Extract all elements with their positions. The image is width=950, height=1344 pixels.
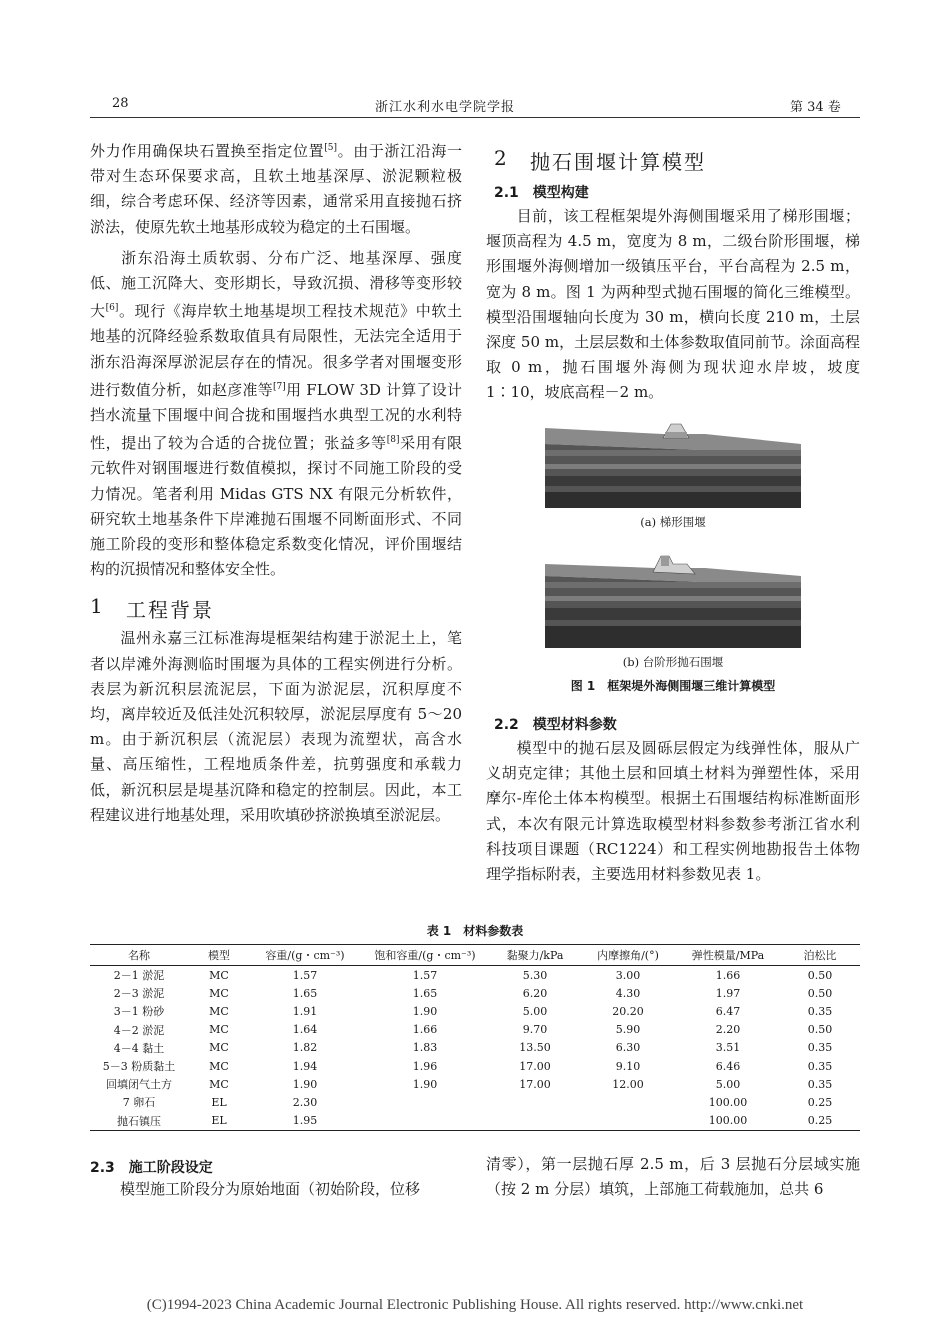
figure-1a-model bbox=[545, 420, 801, 510]
citation: [8] bbox=[386, 435, 400, 446]
table-cell: 17.00 bbox=[519, 1059, 551, 1073]
table-cell: 3.00 bbox=[615, 968, 641, 982]
text: 模型中的抛石层及圆砾层假定为线弹性体，服从广义胡克定律；其他土层和回填土材料为弹塑性体，采用摩尔-库伦土体本构模型。根据土石围堰结构标准断面形式，本次有限元计算选取模型材料参数参考浙江省水利科技项目课题（RC1224）和工程实例地勘报告土体物理学指标附表，主要选用材料参数见表 1。 bbox=[486, 739, 860, 884]
text: 。由于浙江沿海一带对生态环保要求高，且软土地基深厚、淤泥颗粒极细，综合考虑环保、经济等因素，通常采用直接抛石挤淤法，使原先软土地基形成较为稳定的土石围堰。 bbox=[90, 142, 462, 236]
table-cell: 5.00 bbox=[522, 1004, 548, 1018]
table-row bbox=[90, 1057, 860, 1075]
table-cell: 5.00 bbox=[715, 1077, 741, 1091]
table-cell bbox=[360, 1112, 490, 1131]
table-cell: MC bbox=[209, 1004, 229, 1018]
table-cell: 0.50 bbox=[807, 986, 833, 1000]
table-cell: 4－2 淤泥 bbox=[113, 1023, 165, 1037]
table-cell: 3.51 bbox=[715, 1041, 741, 1055]
soil-layer bbox=[545, 450, 801, 456]
table-cell: MC bbox=[209, 986, 229, 1000]
table-cell: 100.00 bbox=[676, 1112, 780, 1131]
column-header: 内摩擦角/(°) bbox=[580, 945, 676, 966]
table-cell: 1.94 bbox=[292, 1059, 318, 1073]
table-cell: 1.57 bbox=[412, 968, 438, 982]
citation: [7] bbox=[273, 381, 286, 392]
citation: [6] bbox=[105, 303, 119, 314]
table-cell: 1.91 bbox=[292, 1004, 318, 1018]
volume-label: 第 34 卷 bbox=[790, 100, 841, 115]
table-cell: MC bbox=[209, 1023, 229, 1037]
table-cell bbox=[490, 1093, 580, 1111]
table-cell: 1.65 bbox=[412, 986, 438, 1000]
table-row bbox=[90, 1112, 860, 1131]
left-column bbox=[90, 136, 462, 828]
soil-layer bbox=[545, 582, 801, 588]
table-cell: 20.20 bbox=[612, 1004, 644, 1018]
text: 清零），第一层抛石厚 2.5 m，后 3 层抛石分层域实施（按 2 m 分层）填筑，上部施工荷载施加，总共 6 bbox=[486, 1155, 860, 1199]
table-cell: 6.30 bbox=[615, 1041, 641, 1055]
column-header: 弹性模量/MPa bbox=[676, 945, 780, 966]
text: 外力作用确保块石置换至指定位置 bbox=[90, 142, 325, 160]
table-cell: 1.82 bbox=[292, 1041, 318, 1055]
table-cell: 6.20 bbox=[522, 986, 548, 1000]
table-cell: 0.25 bbox=[807, 1095, 833, 1109]
column-header: 名称 bbox=[90, 945, 188, 966]
paragraph-6-right bbox=[486, 1152, 860, 1202]
table-cell: 6.46 bbox=[715, 1059, 741, 1073]
paragraph-6-left bbox=[90, 1177, 462, 1202]
soil-layer bbox=[545, 476, 801, 486]
table-cell: MC bbox=[209, 1041, 229, 1055]
table-cell: 4－4 黏土 bbox=[113, 1041, 165, 1055]
table-cell: 5.30 bbox=[522, 968, 548, 982]
table-cell: 5.90 bbox=[615, 1023, 641, 1037]
table-cell: 7 卵石 bbox=[122, 1096, 156, 1110]
text: 目前，该工程框架堤外海侧围堰采用了梯形围堰；堰顶高程为 4.5 m，宽度为 8 m，二级台阶形围堰，梯形围堰外海侧增加一级镇压平台，平台高程为 2.5 m，宽为 8 m。图 1 为两种型式抛石围堰的简化三维模型。模型沿围堰轴向长度为 30 m，横向长度 210 m，土层深度 50 m，土层层数和土体参数取值同前节。涂面高程取 0 m，抛石围堰外海侧为现状迎水岸坡，坡度 1∶10，坡底高程－2 m。 bbox=[486, 207, 860, 402]
right-column bbox=[486, 146, 860, 406]
column-header: 黏聚力/kPa bbox=[490, 945, 580, 966]
paragraph-1 bbox=[90, 136, 462, 240]
cofferdam-crest bbox=[665, 432, 687, 438]
table-cell: 1.90 bbox=[412, 1004, 438, 1018]
cofferdam-crest bbox=[661, 556, 669, 566]
table-cell bbox=[580, 1093, 676, 1111]
table-cell bbox=[490, 1112, 580, 1131]
table-cell: 回填闭气土方 bbox=[106, 1078, 172, 1092]
table-cell: 1.90 bbox=[292, 1077, 318, 1091]
table-cell: 2.30 bbox=[292, 1095, 318, 1109]
table-cell: 9.10 bbox=[615, 1059, 641, 1073]
column-header: 容重/(g・cm⁻³) bbox=[250, 945, 360, 966]
soil-layer bbox=[545, 492, 801, 508]
column-header: 泊松比 bbox=[780, 945, 860, 966]
paragraph-3 bbox=[90, 626, 462, 828]
soil-layer bbox=[545, 596, 801, 601]
header-rule bbox=[90, 117, 860, 118]
table-cell: EL bbox=[188, 1112, 250, 1131]
table-cell: 3－1 粉砂 bbox=[113, 1005, 165, 1019]
citation: [5] bbox=[324, 143, 338, 153]
table-cell: 0.35 bbox=[807, 1059, 833, 1073]
table-cell: 6.47 bbox=[715, 1004, 741, 1018]
table-cell: 0.35 bbox=[807, 1041, 833, 1055]
table-cell: 抛石镇压 bbox=[90, 1112, 188, 1131]
text: 模型施工阶段分为原始地面（初始阶段，位移 bbox=[120, 1180, 421, 1198]
table-cell: 0.50 bbox=[807, 968, 833, 982]
table-cell: EL bbox=[211, 1095, 227, 1109]
table-cell: 1.66 bbox=[412, 1023, 438, 1037]
text: 。现行《海岸软土地基堤坝工程技术规范》中软土地基的沉降经验系数取值具有局限性，无法完全适用于浙东沿海深厚淤泥层存在的情况。很多学者对围堰变形进行数值分析，如赵彦准等 bbox=[90, 302, 462, 399]
table-cell: 100.00 bbox=[708, 1095, 748, 1109]
text: 采用有限元软件对钢围堰进行数值模拟，探讨不同施工阶段的受力情况。笔者利用 Midas GTS NX 有限元分析软件，研究软土地基条件下岸滩抛石围堰不同断面形式、不同施工阶段的变形和整体稳定系数变化情况，评价围堰结构的沉损情况和整体安全性。 bbox=[90, 434, 462, 579]
table-cell: 1.95 bbox=[250, 1112, 360, 1131]
figure-1b-model bbox=[545, 546, 801, 650]
text: 温州永嘉三江标准海堤框架结构建于淤泥土上，笔者以岸滩外海测临时围堰为具体的工程实例进行分析。表层为新沉积层流泥层，下面为淤泥层，沉积厚度不均，离岸较近及低洼处沉积较厚，淤泥层厚度有 5～20 m。由于新沉积层（流泥层）表现为流塑状，高含水量、高压缩性，工程地质条件差，抗剪强度和承载力低，新沉积层是堤基沉降和稳定的控制层。因此，本工程建议进行地基处理，采用吹填砂挤淤换填至淤泥层。 bbox=[90, 629, 462, 824]
subsection-2-2: 2.2 模型材料参数 bbox=[494, 717, 617, 733]
subsection-2-3: 2.3 施工阶段设定 bbox=[90, 1160, 213, 1176]
table-cell: 13.50 bbox=[519, 1041, 551, 1055]
table-row bbox=[90, 1039, 860, 1057]
table-row bbox=[90, 1021, 860, 1039]
subsection-2-1: 2.1 模型构建 bbox=[494, 185, 589, 201]
table-cell: 17.00 bbox=[519, 1077, 551, 1091]
table-1-caption: 表 1 材料参数表 bbox=[426, 924, 524, 938]
table-cell bbox=[360, 1093, 490, 1111]
section-title: 抛石围堰计算模型 bbox=[530, 150, 706, 174]
text: 用 FLOW 3D 计算了设计挡水流量下围堰中间合拢和围堰挡水典型工况的水利特性，提出了较为合适的合拢位置；张益多等 bbox=[90, 380, 462, 453]
table-row bbox=[90, 1093, 860, 1111]
section-1-heading bbox=[90, 592, 462, 622]
table-cell: 1.83 bbox=[412, 1041, 438, 1055]
table-cell: 0.35 bbox=[807, 1077, 833, 1091]
section-number: 2 bbox=[494, 146, 509, 170]
text: 浙东沿海土质软弱、分布广泛、地基深厚、强度低、施工沉降大、变形期长，导致沉损、滑移等变形较大 bbox=[90, 248, 462, 321]
table-row bbox=[90, 1002, 860, 1020]
table-cell: MC bbox=[209, 968, 229, 982]
section-2-heading bbox=[486, 146, 860, 176]
table-cell: 1.97 bbox=[715, 986, 741, 1000]
soil-layer bbox=[545, 608, 801, 620]
table-cell: 9.70 bbox=[522, 1023, 548, 1037]
table-cell: 12.00 bbox=[612, 1077, 644, 1091]
section-title: 工程背景 bbox=[126, 598, 214, 623]
table-cell: 1.65 bbox=[292, 986, 318, 1000]
paragraph-4 bbox=[486, 204, 860, 406]
table-row bbox=[90, 984, 860, 1002]
table-cell: 0.35 bbox=[807, 1004, 833, 1018]
page-number: 28 bbox=[112, 96, 129, 111]
paragraph-2 bbox=[90, 246, 462, 583]
table-cell: MC bbox=[209, 1077, 229, 1091]
stepped-cofferdam-body bbox=[653, 556, 695, 574]
figure-1b-caption: (b) 台阶形抛石围堰 bbox=[622, 655, 724, 669]
column-header: 模型 bbox=[188, 945, 250, 966]
soil-layer bbox=[545, 626, 801, 648]
table-row bbox=[90, 966, 860, 985]
table-cell bbox=[580, 1112, 676, 1131]
material-table bbox=[90, 944, 860, 1131]
copyright-footer: (C)1994-2023 China Academic Journal Electronic Publishing House. All rights reserved. http://www.cnki.net bbox=[146, 1297, 804, 1313]
journal-name: 浙江水利水电学院学报 bbox=[375, 100, 516, 115]
table-cell: 5－3 粉质黏土 bbox=[102, 1060, 176, 1074]
right-column-lower bbox=[486, 714, 860, 887]
table-cell: 0.25 bbox=[780, 1112, 860, 1131]
table-row bbox=[90, 1075, 860, 1093]
table-cell: 1.64 bbox=[292, 1023, 318, 1037]
table-cell: MC bbox=[209, 1059, 229, 1073]
column-header: 饱和容重/(g・cm⁻³) bbox=[360, 945, 490, 966]
table-cell: 4.30 bbox=[615, 986, 641, 1000]
figure-1a-caption: (a) 梯形围堰 bbox=[640, 515, 706, 529]
table-cell: 2.20 bbox=[715, 1023, 741, 1037]
table-cell: 2－1 淤泥 bbox=[113, 969, 165, 983]
table-cell: 1.66 bbox=[715, 968, 741, 982]
table-cell: 1.57 bbox=[292, 968, 318, 982]
table-header-row bbox=[90, 945, 860, 966]
table-cell: 0.50 bbox=[807, 1023, 833, 1037]
paragraph-5 bbox=[486, 736, 860, 887]
table-cell: 1.90 bbox=[412, 1077, 438, 1091]
figure-1-caption: 图 1 框架堤外海侧围堰三维计算模型 bbox=[570, 679, 776, 693]
table-cell: 2－3 淤泥 bbox=[113, 987, 165, 1001]
section-number: 1 bbox=[90, 594, 105, 619]
soil-layer bbox=[545, 464, 801, 469]
table-cell: 1.96 bbox=[412, 1059, 438, 1073]
